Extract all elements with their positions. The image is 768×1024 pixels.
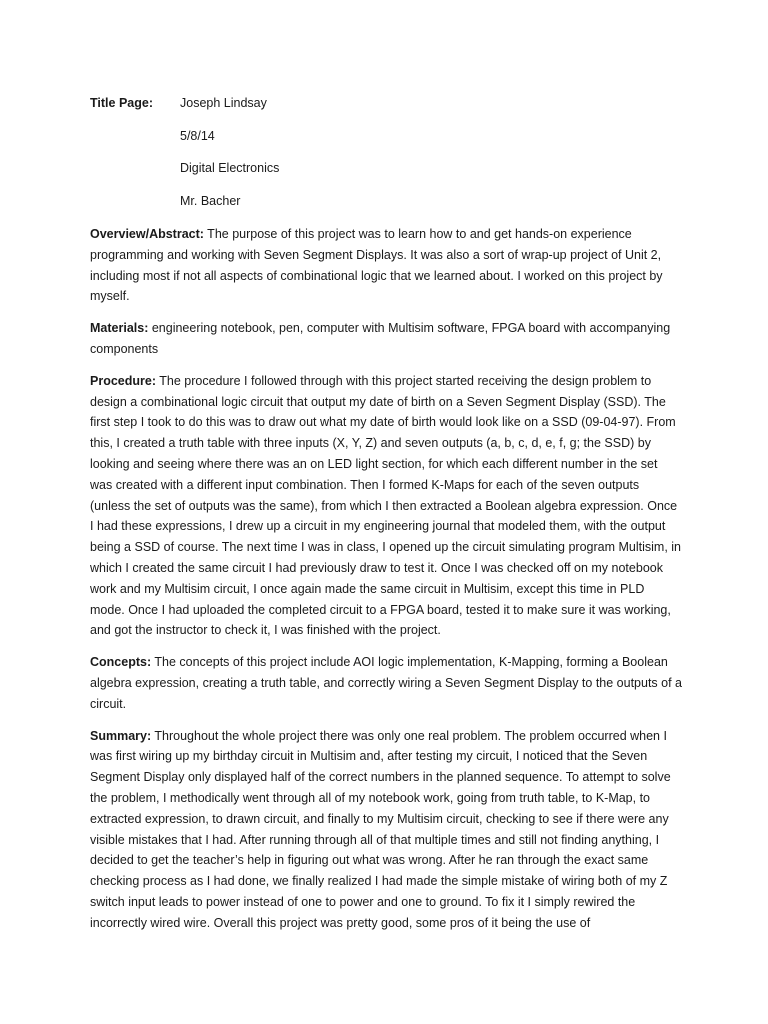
concepts-paragraph: [90, 652, 682, 714]
title-page-label: Title Page:: [90, 96, 153, 110]
materials-paragraph: [90, 318, 682, 360]
procedure-heading: Procedure:: [90, 373, 156, 388]
title-page-block: [90, 93, 682, 211]
summary-paragraph: [90, 726, 682, 934]
concepts-heading: Concepts:: [90, 655, 152, 670]
title-page-values: [180, 93, 279, 223]
procedure-body: The procedure I followed through with this project started receiving the design problem to design a combinational logic circuit that output my date of birth on a Seven Segment Display (SSD). The first step I took to do this was to draw out what my date of birth would look like on a SSD (09-04-97). From this, I created a truth table with three inputs (X, Y, Z) and seven outputs (a, b, c, d, e, f, g; the SSD) by looking and seeing where there was an on LED light section, for which each different number in the set was created with a different input combination. Then I formed K-Maps for each of the seven outputs (unless the set of outputs was the same), from which I then extracted a Boolean algebra expression. Once I had these expressions, I drew up a circuit in my engineering journal that modeled them, with the output being a SSD of course. The next time I was in class, I opened up the circuit simulating program Multisim, in which I created the same circuit I had previously draw to test it. Once I was checked off on my notebook work and my Multisim circuit, I once again made the same circuit in Multisim, except this time in PLD mode. Once I had uploaded the completed circuit to a FPGA board, tested it to make sure it was working, and got the instructor to check it, I was finished with the project.: [90, 373, 682, 638]
overview-body: The purpose of this project was to learn how to and get hands-on experience programming and working with Seven Segment Displays. It was also a sort of wrap-up project of Unit 2, including most if not all aspects of combinational logic that we learned about. I worked on this project by myself.: [90, 227, 663, 304]
summary-heading: Summary:: [90, 728, 152, 743]
procedure-paragraph: [90, 371, 682, 641]
overview-heading: Overview/Abstract:: [90, 227, 204, 241]
document-page: [90, 93, 682, 945]
teacher-name: Mr. Bacher: [180, 193, 241, 208]
concepts-body: The concepts of this project include AOI logic implementation, K-Mapping, forming a Boolean algebra expression, creating a truth table, and correctly wiring a Seven Segment Display to the outputs of a circuit.: [90, 655, 682, 711]
materials-heading: Materials:: [90, 321, 149, 336]
overview-paragraph: [90, 224, 682, 307]
author-name: Joseph Lindsay: [180, 96, 267, 110]
course-name: Digital Electronics: [180, 161, 280, 175]
document-date: 5/8/14: [180, 128, 215, 143]
summary-body: Throughout the whole project there was only one real problem. The problem occurred when I was first wiring up my birthday circuit in Multisim and, after testing my circuit, I noticed that the Seven Segment Display only displayed half of the correct numbers in the planned sequence. To attempt to solve the problem, I methodically went through all of my notebook work, going from truth table, to K-Map, to extracted expression, to drawn circuit, and finally to my Multisim circuit, checking to see if there were any visible mistakes that I had. After running through all of that multiple times and still not finding anything, I decided to get the teacher’s help in figuring out what was wrong. After he ran through the exact same checking process as I had done, we finally realized I had made the simple mistake of wiring both of my Z switch input leads to power instead of one to power and one to ground. To fix it I simply rewired the incorrectly wired wire. Overall this project was pretty good, some pros of it being the use of: [90, 728, 671, 930]
materials-body: engineering notebook, pen, computer with Multisim software, FPGA board with accompanying components: [90, 321, 671, 356]
